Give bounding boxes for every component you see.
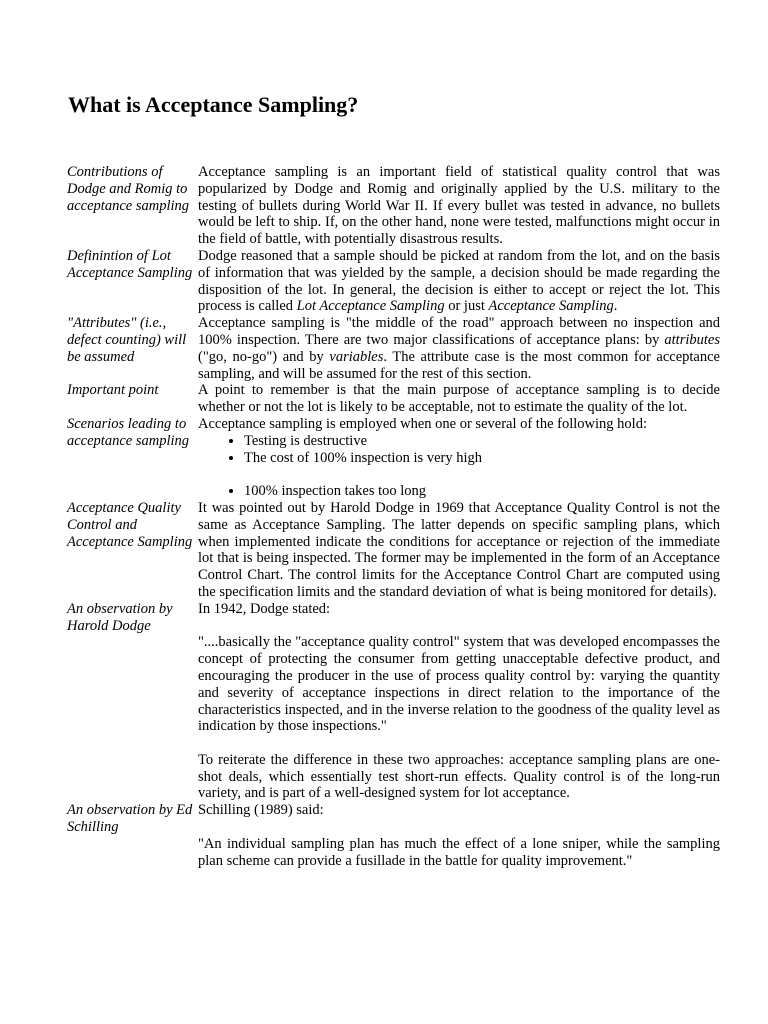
emphasis-term: attributes bbox=[664, 331, 720, 348]
paragraph: A point to remember is that the main purpose of acceptance sampling is to decide whether or not the lot is likely to be acceptable, not to estimate the quality of the lot. bbox=[198, 382, 720, 416]
side-label: Scenarios leading to acceptance sampling bbox=[67, 415, 190, 449]
section-row bbox=[67, 382, 720, 416]
list-item: • 100% inspection takes too long bbox=[244, 483, 720, 500]
paragraph: It was pointed out by Harold Dodge in 1969 that Acceptance Quality Control is not the same as Acceptance Sampling. The latter depends on specific sampling plans, which when implemented indicate the conditions for acceptance or rejection of the immediate lot that is being inspected. The former may be implemented in the form of an Acceptance Control Chart. The control limits for the Acceptance Control Chart are computed using the specification limits and the standard deviation of what is being monitored for details). bbox=[198, 499, 720, 600]
section-row bbox=[67, 802, 720, 869]
emphasis-term: Lot Acceptance Sampling bbox=[296, 298, 445, 315]
side-label: An observation by Ed Schilling bbox=[67, 802, 193, 836]
paragraph: Acceptance sampling is employed when one or several of the following hold: bbox=[198, 415, 647, 432]
section-text bbox=[198, 382, 720, 416]
paragraph: Acceptance sampling is an important field of statistical quality control that was popularized by Dodge and Romig and originally applied by the U.S. military to the testing of bullets during World War II. If every bullet was tested in advance, no bullets would be left to ship. If, on the other hand, none were tested, malfunctions might occur in the field of battle, with potentially disastrous results. bbox=[198, 164, 720, 248]
section-row bbox=[67, 248, 720, 315]
side-label: "Attributes" (i.e., defect counting) will be assumed bbox=[67, 315, 187, 365]
paragraph bbox=[198, 315, 720, 382]
bullet-list bbox=[198, 433, 720, 500]
quote-paragraph: "....basically the "acceptance quality control" system that was developed encompasses the concept of protecting the consumer from getting unacceptable defective product, and encouraging the producer in the use of process quality control by: varying the quantity and severity of acceptance inspections in direct relation to the importance of the characteristics inspected, and in the inverse relation to the goodness of the quality level as indication by those inspections." bbox=[198, 634, 720, 735]
side-label: Acceptance Quality Control and Acceptance Sampling bbox=[67, 499, 193, 550]
side-label: Definintion of Lot Acceptance Sampling bbox=[67, 247, 193, 281]
paragraph: To reiterate the difference in these two approaches: acceptance sampling plans are one-shot deals, which essentially test short-run effects. Quality control is of the long-run variety, and is part of a well-designed system for lot acceptance. bbox=[198, 751, 720, 802]
section-row bbox=[67, 164, 720, 248]
text-run: Dodge reasoned that a sample should be picked at random from the lot, and on the basis of information that was yielded by the sample, a decision should be made regarding the disposition of the lot. In general, the decision is either to accept or reject the lot. This process is called bbox=[198, 247, 720, 315]
side-label: An observation by Harold Dodge bbox=[67, 600, 173, 634]
quote-paragraph: "An individual sampling plan has much the effect of a lone sniper, while the sampling plan scheme can provide a fusillade in the battle for quality improvement." bbox=[198, 835, 720, 869]
section-text bbox=[198, 315, 720, 382]
section-text bbox=[198, 164, 720, 248]
list-item: • The cost of 100% inspection is very high bbox=[244, 450, 720, 467]
section-row bbox=[67, 500, 720, 601]
section-text bbox=[198, 601, 720, 803]
text-run: . bbox=[613, 298, 618, 315]
section-text bbox=[198, 416, 720, 500]
section-text bbox=[198, 248, 720, 315]
section-text bbox=[198, 500, 720, 601]
section-row bbox=[67, 416, 720, 500]
side-label: Contributions of Dodge and Romig to acceptance sampling bbox=[67, 164, 190, 214]
list-item: • Testing is destructive bbox=[244, 433, 720, 450]
text-run: . The attribute case is the most common for acceptance sampling, and will be assumed for the rest of this section. bbox=[198, 348, 720, 382]
section-text bbox=[198, 802, 720, 869]
paragraph: In 1942, Dodge stated: bbox=[198, 600, 331, 617]
side-label: Important point bbox=[67, 382, 159, 399]
text-run: or just bbox=[444, 298, 489, 315]
emphasis-term: Acceptance Sampling bbox=[488, 298, 614, 315]
section-row bbox=[67, 315, 720, 382]
text-run: ("go, no-go") and by bbox=[198, 348, 330, 365]
section-row bbox=[67, 601, 720, 803]
text-run: Acceptance sampling is "the middle of the road" approach between no inspection and 100% inspection. There are two major classifications of acceptance plans: by bbox=[198, 315, 720, 348]
paragraph bbox=[198, 248, 720, 315]
content-table bbox=[67, 164, 720, 869]
paragraph: Schilling (1989) said: bbox=[198, 802, 324, 819]
page-title: What is Acceptance Sampling? bbox=[68, 92, 359, 117]
emphasis-term: variables bbox=[329, 348, 384, 365]
